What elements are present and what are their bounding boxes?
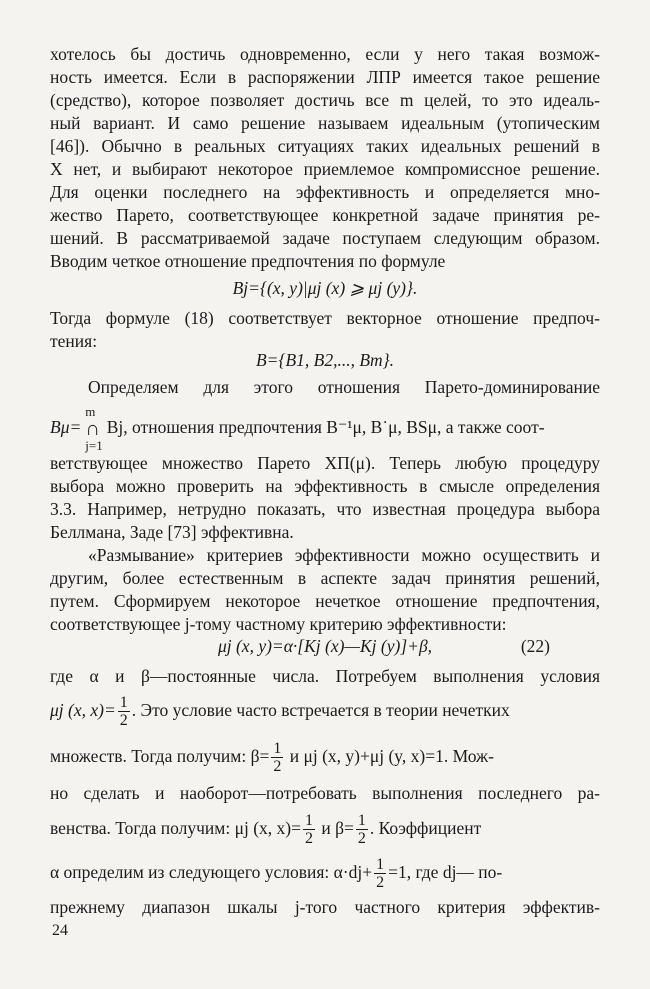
text-line: 3.3. Например, нетрудно показать, что известная процедура выбора — [50, 499, 600, 519]
fraction-denominator: 2 — [119, 712, 128, 730]
condition-rhs: . Это условие часто встречается в теории нечетких — [131, 700, 510, 720]
text-line: Вводим четкое отношение предпочтения по формуле — [50, 251, 446, 271]
intersection-operator — [85, 405, 102, 453]
operator-lower-limit: j=1 — [85, 438, 103, 453]
fraction-one-half — [374, 856, 386, 891]
text-line: Определяем для этого отношения Парето-доминирование — [88, 377, 600, 397]
equality-line-start: венства. Тогда получим: μj (x, x)= — [50, 818, 301, 838]
intersection-symbol: ∩ — [85, 418, 100, 440]
fraction-denominator: 2 — [376, 874, 385, 892]
formula-22-body: μj (x, y)=α·[Kj (x)—Kj (y)]+β, — [217, 636, 433, 656]
text-line: соответствующее j-тому частному критерию эффективности: — [50, 614, 507, 634]
condition-line — [50, 690, 600, 730]
formula-22 — [50, 634, 600, 658]
text-line: путем. Сформируем некоторое нечеткое отношение предпочтения, — [50, 591, 600, 611]
text-line: выбора можно проверить на эффективность в смысле определения — [50, 476, 600, 496]
text-line: ный вариант. И само решение называем идеальным (утопическим — [50, 113, 600, 133]
sets-line-start: множеств. Тогда получим: β= — [50, 746, 270, 766]
b-mu-symbol: Bμ= — [50, 417, 82, 438]
fraction-numerator: 1 — [273, 740, 282, 758]
fraction-numerator: 1 — [376, 856, 385, 874]
sets-line-end: и μj (x, y)+μj (y, x)=1. Мож- — [289, 746, 494, 766]
condition-lhs: μj (x, x)= — [50, 700, 116, 720]
equality-line-end: . Коэффициент — [369, 818, 482, 838]
text-line: [46]). Обычно в реальных ситуациях таких идеальных решений в — [50, 136, 600, 156]
fraction-one-half — [303, 812, 315, 847]
equality-line — [50, 808, 600, 848]
formula-b: B={B1, B2,..., Bm}. — [255, 350, 395, 370]
formula-bj: Bj={(x, y)|μj (x) ⩾ μj (y)}. — [232, 278, 418, 298]
text-line: X нет, и выбирают некоторое приемлемое компромиссное решение. — [50, 159, 600, 179]
alpha-line-start: α определим из следующего условия: α·dj+ — [50, 862, 373, 882]
equality-line-middle: и β= — [321, 818, 354, 838]
fraction-denominator: 2 — [357, 830, 366, 848]
text-line: (средство), которое позволяет достичь все m целей, то это идеаль- — [50, 90, 600, 110]
text-line: где α и β—постоянные числа. Потребуем выполнения условия — [50, 666, 600, 686]
text-line: Беллмана, Заде [73] эффективна. — [50, 522, 294, 542]
fraction-numerator: 1 — [304, 812, 313, 830]
text-line: Для оценки последнего на эффективность и определяется мно- — [50, 182, 600, 202]
text-line: другим, более естественным в аспекте задач принятия решений, — [50, 568, 600, 588]
sets-line — [50, 736, 600, 776]
fraction-one-half — [118, 694, 130, 729]
text-line: ность имеется. Если в распоряжении ЛПР имеется такое решение — [50, 67, 600, 87]
text-line: хотелось бы достичь одновременно, если у него такая возмож- — [50, 44, 600, 64]
fraction-one-half — [356, 812, 368, 847]
fraction-numerator: 1 — [357, 812, 366, 830]
pareto-dominance-line — [50, 404, 600, 453]
pareto-dominance-rest: Bj, отношения предпочтения B⁻¹μ, B˙μ, BSμ, а также соот- — [106, 417, 545, 438]
text-line: жество Парето, соответствующее конкретной задаче принятия ре- — [50, 205, 600, 225]
fraction-one-half — [271, 740, 283, 775]
text-line: прежнему диапазон шкалы j-того частного критерия эффектив- — [50, 897, 600, 917]
fraction-denominator: 2 — [273, 758, 282, 776]
fraction-denominator: 2 — [304, 830, 313, 848]
fraction-numerator: 1 — [119, 694, 128, 712]
text-line: но сделать и наоборот—потребовать выполнения последнего ра- — [50, 783, 600, 803]
text-line: Тогда формуле (18) соответствует векторное отношение предпоч- — [50, 308, 600, 328]
equation-number: (22) — [520, 636, 550, 656]
text-line: шений. В рассматриваемой задаче поступаем следующим образом. — [50, 228, 600, 248]
alpha-line — [50, 852, 600, 892]
page-number: 24 — [52, 922, 68, 939]
alpha-line-end: =1, где dj— по- — [388, 862, 503, 882]
text-line: «Размывание» критериев эффективности можно осуществить и — [88, 545, 600, 565]
operator-upper-limit: m — [85, 404, 96, 419]
text-line: ветствующее множество Парето XП(μ). Теперь любую процедуру — [50, 453, 600, 473]
text-line: тения: — [50, 331, 98, 351]
